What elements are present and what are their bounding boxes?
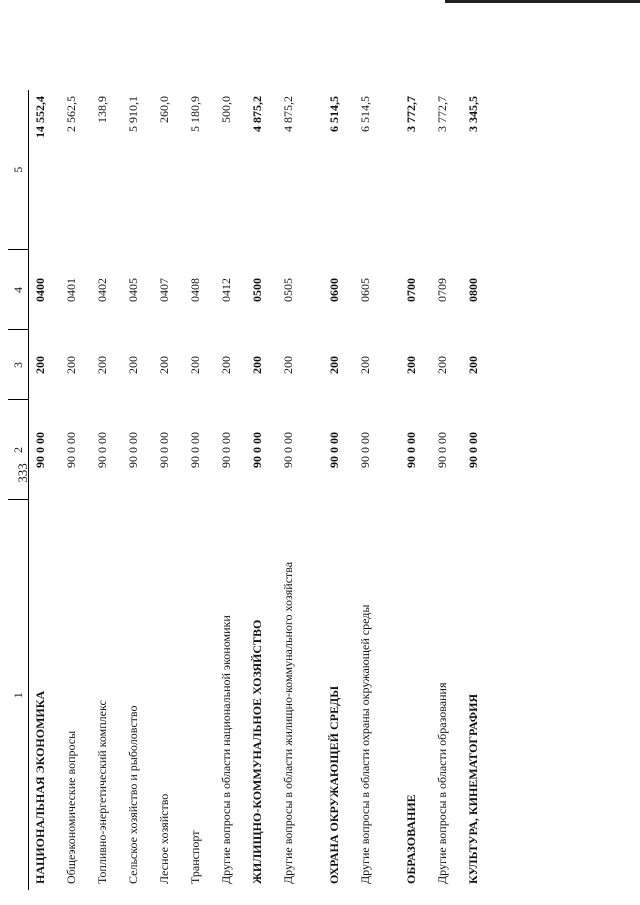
section-cell: 0600	[327, 278, 341, 302]
row-name-cell: Другие вопросы в области национальной экономики	[219, 615, 233, 884]
section-cell: 0505	[281, 278, 295, 302]
table-row	[153, 90, 184, 890]
amount-cell: 3 772,7	[435, 96, 449, 132]
code-cell: 90 0 00	[188, 432, 202, 468]
row-name-cell: Другие вопросы в области жилищно-коммунального хозяйства	[281, 561, 295, 884]
amount-cell: 2 562,5	[64, 96, 78, 132]
row-name-cell: ЖИЛИЩНО-КОММУНАЛЬНОЕ ХОЗЯЙСТВО	[250, 619, 264, 884]
row-name-cell: Транспорт	[188, 830, 202, 884]
type-cell: 200	[33, 356, 47, 374]
row-name-cell: Другие вопросы в области образования	[435, 682, 449, 884]
amount-cell: 6 514,5	[358, 96, 372, 132]
code-cell: 90 0 00	[358, 432, 372, 468]
table-row	[431, 90, 462, 890]
amount-cell: 4 875,2	[250, 96, 264, 132]
table-row	[462, 90, 493, 890]
section-cell: 0500	[250, 278, 264, 302]
budget-table	[8, 90, 493, 890]
code-cell: 90 0 00	[250, 432, 264, 468]
amount-cell: 5 180,9	[188, 96, 202, 132]
code-cell: 90 0 00	[64, 432, 78, 468]
row-name-cell: КУЛЬТУРА, КИНЕМАТОГРАФИЯ	[466, 693, 480, 884]
type-cell: 200	[126, 356, 140, 374]
amount-cell: 3 772,7	[404, 96, 418, 132]
amount-cell: 500,0	[219, 96, 233, 123]
type-cell: 200	[219, 356, 233, 374]
amount-cell: 3 345,5	[466, 96, 480, 132]
amount-cell: 6 514,5	[327, 96, 341, 132]
row-name-cell: НАЦИОНАЛЬНАЯ ЭКОНОМИКА	[33, 690, 47, 884]
section-cell: 0709	[435, 278, 449, 302]
code-cell: 90 0 00	[466, 432, 480, 468]
code-cell: 90 0 00	[33, 432, 47, 468]
header-cell: 1	[10, 692, 25, 699]
row-name-cell: Сельское хозяйство и рыболовство	[126, 705, 140, 884]
type-cell: 200	[250, 356, 264, 374]
table-row	[91, 90, 122, 890]
amount-cell: 4 875,2	[281, 96, 295, 132]
row-name-cell: Топливно-энергетический комплекс	[95, 700, 109, 884]
row-name-cell: Другие вопросы в области охраны окружающей среды	[358, 604, 372, 884]
header-cell: 3	[8, 330, 29, 400]
code-cell: 90 0 00	[281, 432, 295, 468]
table-row	[29, 90, 61, 890]
table-row	[246, 90, 277, 890]
amount-cell: 138,9	[95, 96, 109, 123]
table-row	[122, 90, 153, 890]
section-cell: 0605	[358, 278, 372, 302]
page-number: 333	[15, 463, 30, 483]
header-cell: 2	[8, 400, 29, 500]
amount-cell: 5 910,1	[126, 96, 140, 132]
header-cell: 4	[8, 250, 29, 330]
section-cell: 0405	[126, 278, 140, 302]
header-row	[8, 90, 29, 890]
table-row	[277, 90, 323, 890]
table-row	[400, 90, 431, 890]
section-cell: 0800	[466, 278, 480, 302]
code-cell: 90 0 00	[95, 432, 109, 468]
amount-cell: 260,0	[157, 96, 171, 123]
amount-cell: 14 552,4	[33, 96, 47, 138]
type-cell: 200	[281, 356, 295, 374]
section-cell: 0412	[219, 278, 233, 302]
code-cell: 90 0 00	[219, 432, 233, 468]
section-cell: 0401	[64, 278, 78, 302]
table-row	[184, 90, 215, 890]
type-cell: 200	[327, 356, 341, 374]
row-name-cell: Лесное хозяйство	[157, 793, 171, 884]
table-row	[60, 90, 91, 890]
rotated-table-wrapper	[8, 90, 568, 890]
section-cell: 0400	[33, 278, 47, 302]
type-cell: 200	[188, 356, 202, 374]
code-cell: 90 0 00	[404, 432, 418, 468]
code-cell: 90 0 00	[126, 432, 140, 468]
section-cell: 0407	[157, 278, 171, 302]
type-cell: 200	[404, 356, 418, 374]
table-row	[215, 90, 246, 890]
section-cell: 0408	[188, 278, 202, 302]
section-cell: 0402	[95, 278, 109, 302]
type-cell: 200	[64, 356, 78, 374]
table-row	[323, 90, 354, 890]
code-cell: 90 0 00	[435, 432, 449, 468]
code-cell: 90 0 00	[327, 432, 341, 468]
type-cell: 200	[466, 356, 480, 374]
row-name-cell: ОХРАНА ОКРУЖАЮЩЕЙ СРЕДЫ	[327, 686, 341, 884]
row-name-cell: ОБРАЗОВАНИЕ	[404, 794, 418, 884]
row-name-cell: Общеэкономические вопросы	[64, 730, 78, 884]
top-edge-line	[445, 0, 640, 3]
type-cell: 200	[435, 356, 449, 374]
section-cell: 0700	[404, 278, 418, 302]
type-cell: 200	[95, 356, 109, 374]
code-cell: 90 0 00	[157, 432, 171, 468]
type-cell: 200	[157, 356, 171, 374]
header-cell: 5	[8, 90, 29, 250]
table-row	[354, 90, 400, 890]
type-cell: 200	[358, 356, 372, 374]
